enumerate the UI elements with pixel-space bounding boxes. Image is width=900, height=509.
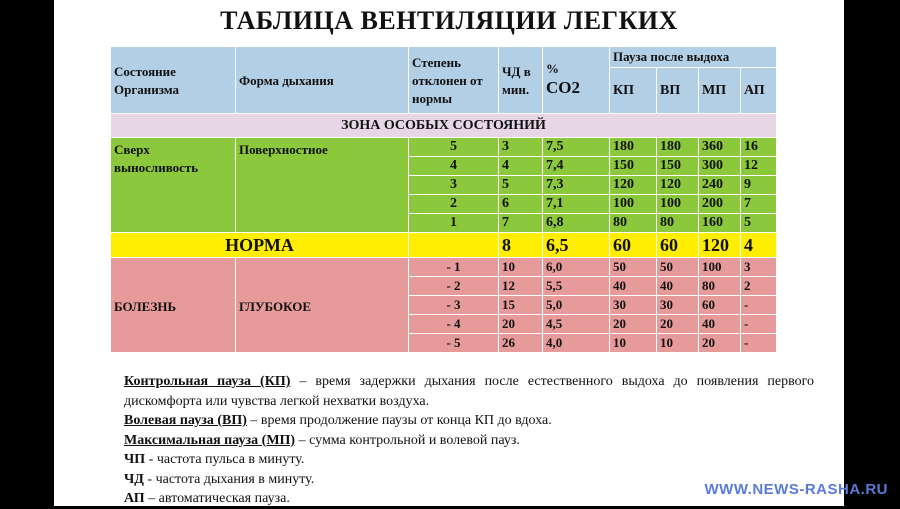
cell-deg: - 2	[409, 277, 499, 296]
note-kp	[124, 372, 814, 411]
cell-kp: 150	[610, 157, 657, 176]
cell-mp: 200	[699, 195, 741, 214]
page-title: ТАБЛИЦА ВЕНТИЛЯЦИИ ЛЕГКИХ	[54, 6, 844, 36]
cell-deg: - 5	[409, 334, 499, 353]
cell-kp: 50	[610, 258, 657, 277]
header-rr: ЧД в мин.	[499, 47, 543, 114]
header-co2-label: CO2	[546, 77, 606, 99]
cell-mp: 80	[699, 277, 741, 296]
note-text: – время задержки дыхания после естественного выдоха до появления первого дискомфорта или чувства легкой нехватки воздуха.	[124, 374, 814, 409]
cell-co2: 6,0	[543, 258, 610, 277]
header-co2-pct: %	[546, 61, 606, 77]
cell-vp: 120	[657, 176, 699, 195]
cell-deg: - 3	[409, 296, 499, 315]
cell-ap: 5	[741, 214, 777, 233]
note-abbr: ЧП	[124, 452, 145, 467]
note-text: – время продолжение паузы от конца КП до вдоха.	[247, 413, 552, 428]
note-mp	[124, 431, 814, 451]
cell-mp: 300	[699, 157, 741, 176]
cell-kp: 10	[610, 334, 657, 353]
cell-deg: 2	[409, 195, 499, 214]
header-kp: КП	[610, 68, 657, 114]
cell-rr: 20	[499, 315, 543, 334]
cell-ap: 2	[741, 277, 777, 296]
cell-deg: - 4	[409, 315, 499, 334]
cell-vp: 40	[657, 277, 699, 296]
cell-mp: 100	[699, 258, 741, 277]
note-term: Волевая пауза (ВП)	[124, 413, 247, 428]
cell-mp: 60	[699, 296, 741, 315]
header-state: Состояние Организма	[111, 47, 236, 114]
cell-rr: 3	[499, 138, 543, 157]
cell-kp: 100	[610, 195, 657, 214]
cell-co2: 6,5	[543, 233, 610, 258]
cell-co2: 5,0	[543, 296, 610, 315]
red-state: БОЛЕЗНЬ	[111, 258, 236, 353]
cell-vp: 60	[657, 233, 699, 258]
table-row	[111, 138, 777, 157]
cell-co2: 7,3	[543, 176, 610, 195]
cell-mp: 160	[699, 214, 741, 233]
note-text: - частота пульса в минуту.	[145, 452, 304, 467]
note-abbr: АП	[124, 491, 145, 506]
cell-ap: -	[741, 315, 777, 334]
note-term: Максимальная пауза (МП)	[124, 433, 295, 448]
green-state: Сверх выносливость	[111, 138, 236, 233]
cell-ap: 16	[741, 138, 777, 157]
note-chp	[124, 450, 814, 470]
cell-co2: 4,5	[543, 315, 610, 334]
cell-co2: 6,8	[543, 214, 610, 233]
cell-ap: 9	[741, 176, 777, 195]
cell-vp: 30	[657, 296, 699, 315]
red-form: ГЛУБОКОЕ	[236, 258, 409, 353]
note-vp	[124, 411, 814, 431]
norm-label: НОРМА	[111, 233, 409, 258]
cell-rr: 6	[499, 195, 543, 214]
cell-rr: 8	[499, 233, 543, 258]
cell-vp: 100	[657, 195, 699, 214]
cell-ap: 12	[741, 157, 777, 176]
cell-rr: 7	[499, 214, 543, 233]
cell-kp: 20	[610, 315, 657, 334]
cell-co2: 7,5	[543, 138, 610, 157]
note-text: – автоматическая пауза.	[145, 491, 290, 506]
cell-deg	[409, 233, 499, 258]
cell-ap: 7	[741, 195, 777, 214]
cell-kp: 40	[610, 277, 657, 296]
cell-mp: 360	[699, 138, 741, 157]
header-deviation: Степень отклонен от нормы	[409, 47, 499, 114]
cell-mp: 240	[699, 176, 741, 195]
cell-rr: 15	[499, 296, 543, 315]
watermark: WWW.NEWS-RASHA.RU	[705, 481, 888, 498]
cell-mp: 40	[699, 315, 741, 334]
cell-ap: -	[741, 296, 777, 315]
header-pause: Пауза после выдоха	[610, 47, 777, 68]
note-text: – сумма контрольной и волевой пауз.	[295, 433, 520, 448]
cell-deg: 1	[409, 214, 499, 233]
cell-co2: 7,1	[543, 195, 610, 214]
cell-co2: 4,0	[543, 334, 610, 353]
header-breath-form: Форма дыхания	[236, 47, 409, 114]
cell-kp: 180	[610, 138, 657, 157]
header-co2	[543, 47, 610, 114]
note-text: - частота дыхания в минуту.	[144, 472, 314, 487]
ventilation-table	[110, 46, 777, 353]
cell-deg: - 1	[409, 258, 499, 277]
cell-vp: 50	[657, 258, 699, 277]
cell-kp: 60	[610, 233, 657, 258]
note-abbr: ЧД	[124, 472, 144, 487]
green-form: Поверхностное	[236, 138, 409, 233]
table-row	[111, 258, 777, 277]
cell-vp: 180	[657, 138, 699, 157]
cell-co2: 7,4	[543, 157, 610, 176]
cell-deg: 4	[409, 157, 499, 176]
cell-mp: 120	[699, 233, 741, 258]
cell-rr: 10	[499, 258, 543, 277]
cell-deg: 5	[409, 138, 499, 157]
cell-vp: 80	[657, 214, 699, 233]
cell-rr: 5	[499, 176, 543, 195]
cell-rr: 4	[499, 157, 543, 176]
cell-rr: 26	[499, 334, 543, 353]
cell-vp: 20	[657, 315, 699, 334]
header-mp: МП	[699, 68, 741, 114]
cell-co2: 5,5	[543, 277, 610, 296]
cell-kp: 120	[610, 176, 657, 195]
cell-ap: 4	[741, 233, 777, 258]
note-term: Контрольная пауза (КП)	[124, 374, 290, 389]
cell-kp: 30	[610, 296, 657, 315]
cell-rr: 12	[499, 277, 543, 296]
cell-vp: 150	[657, 157, 699, 176]
cell-ap: -	[741, 334, 777, 353]
norm-row	[111, 233, 777, 258]
header-ap: АП	[741, 68, 777, 114]
zone-label: ЗОНА ОСОБЫХ СОСТОЯНИЙ	[111, 114, 777, 138]
cell-vp: 10	[657, 334, 699, 353]
header-vp: ВП	[657, 68, 699, 114]
slide-page	[54, 0, 844, 506]
cell-mp: 20	[699, 334, 741, 353]
cell-deg: 3	[409, 176, 499, 195]
cell-ap: 3	[741, 258, 777, 277]
cell-kp: 80	[610, 214, 657, 233]
